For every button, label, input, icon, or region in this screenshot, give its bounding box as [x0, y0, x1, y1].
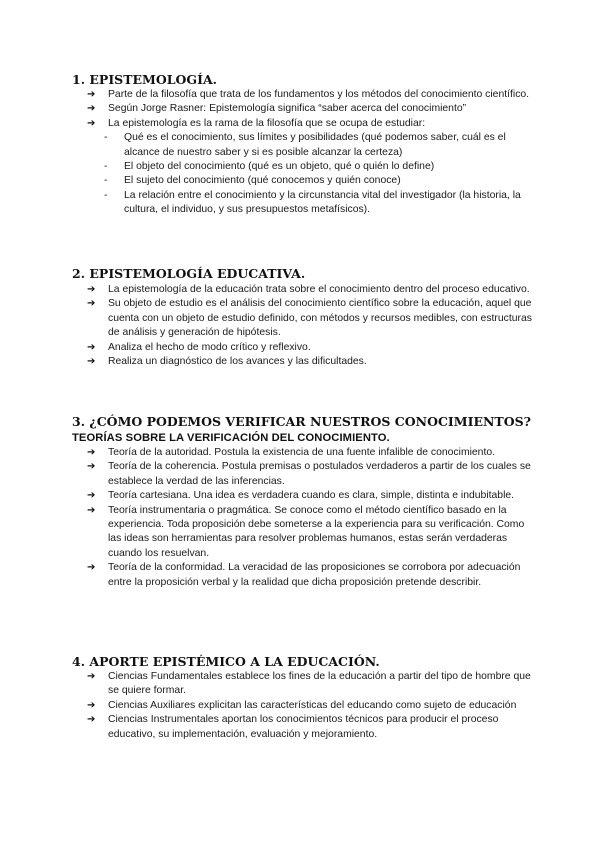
list-item: ➔ Analiza el hecho de modo crítico y reflexivo.: [87, 341, 532, 355]
list-item: ➔ Según Jorge Rasner: Epistemología significa “saber acerca del conocimiento”: [87, 102, 532, 116]
list-item: ➔ Teoría cartesiana. Una idea es verdadera cuando es clara, simple, distinta e indubitable.: [87, 489, 532, 503]
list-item: ➔ Realiza un diagnóstico de los avances y las dificultades.: [87, 355, 532, 369]
section-4-heading: 4. APORTE EPISTÉMICO A LA EDUCACIÓN.: [72, 654, 380, 669]
arrow-icon: ➔: [87, 103, 96, 115]
list-item: ➔ Ciencias Auxiliares explicitan las características del educando como sujeto de educación: [87, 699, 532, 713]
list-item: ➔ Ciencias Instrumentales aportan los conocimientos técnicos para producir el proceso educativo, su implementación, evaluación y mejoramiento.: [87, 714, 499, 740]
arrow-icon: ➔: [87, 284, 96, 295]
sub-list: [87, 131, 532, 217]
section-3-heading: 3. ¿CÓMO PODEMOS VERIFICAR NUESTROS CONOCIMIENTOS?: [72, 414, 531, 429]
section-2-heading: 2. EPISTEMOLOGÍA EDUCATIVA.: [72, 266, 306, 281]
section-1-list: [87, 88, 532, 218]
arrow-icon: ➔: [87, 356, 96, 368]
list-item: ➔ Parte de la filosofía que trata de los fundamentos y los métodos del conocimiento científico.: [87, 88, 532, 102]
list-item: ➔ Teoría instrumentaria o pragmática. Se conoce como el método científico basado en la experiencia. Toda proposición debe someterse a la experiencia para su verificación. Como las ideas son herramientas para resolver problemas humanos, estas serán verdaderas cuando los resuelvan.: [87, 504, 525, 559]
arrow-icon: ➔: [87, 562, 96, 574]
sub-list-item: - El sujeto del conocimiento (qué conocemos y quién conoce): [87, 174, 532, 188]
arrow-icon: ➔: [87, 699, 96, 711]
arrow-icon: ➔: [87, 504, 96, 516]
list-item: ➔ Teoría de la coherencia. Postula premisas o postulados verdaderos a partir de los cuales se establece la verdad de las inferencias.: [87, 461, 531, 487]
arrow-icon: ➔: [87, 671, 96, 682]
dash-icon: -: [104, 189, 108, 201]
list-item: ➔ Su objeto de estudio es el análisis del conocimiento científico sobre la educación, aquel que cuenta con un objeto de estudio definido, con métodos y recursos medibles, con estructuras de análisis y generación de hipótesis.: [87, 298, 532, 339]
arrow-icon: ➔: [87, 89, 96, 100]
arrow-icon: ➔: [87, 714, 96, 726]
sub-list-item: - Qué es el conocimiento, sus límites y posibilidades (qué podemos saber, cuál es el alcance de nuestro saber y si es posible alcanzar la certeza): [104, 132, 506, 158]
list-item: ➔ Ciencias Fundamentales establece los fines de la educación a partir del tipo de hombre que se quiere formar.: [87, 671, 531, 697]
section-1-heading: 1. EPISTEMOLOGÍA.: [72, 72, 218, 87]
dash-icon: -: [104, 175, 108, 187]
arrow-icon: ➔: [87, 447, 96, 458]
sub-list-item: - El objeto del conocimiento (qué es un objeto, qué o quién lo define): [87, 160, 532, 174]
dash-icon: -: [104, 132, 108, 144]
list-item: ➔ La epistemología de la educación trata sobre el conocimiento dentro del proceso educativo.: [87, 283, 532, 297]
section-3-subheading: TEORÍAS SOBRE LA VERIFICACIÓN DEL CONOCIMIENTO.: [72, 432, 390, 444]
arrow-icon: ➔: [87, 117, 96, 129]
arrow-icon: ➔: [87, 461, 96, 473]
arrow-icon: ➔: [87, 341, 96, 353]
list-item: ➔ La epistemología es la rama de la filosofía que se ocupa de estudiar: - Qué es el conocimiento, sus límites y posibilidades (qué podemos saber, cuál es el alcance de nuestro saber y si es posible alcanzar la certeza) - El objeto del conocimiento (qué es un objeto, qué o quién lo define) - El sujeto del conocimiento (qué conocemos y quién conoce) - La relación entre el conocimiento y la circunstancia vital del investigador (la historia, la cultura, el individuo, y sus presupuestos metafísicos).: [87, 117, 532, 218]
section-2-list: [87, 283, 532, 369]
list-item: ➔ Teoría de la autoridad. Postula la existencia de una fuente infalible de conocimiento.: [87, 446, 532, 460]
section-3-list: [87, 446, 532, 590]
sub-list-item: - La relación entre el conocimiento y la circunstancia vital del investigador (la historia, la cultura, el individuo, y sus presupuestos metafísicos).: [104, 189, 521, 216]
arrow-icon: ➔: [87, 490, 96, 502]
arrow-icon: ➔: [87, 298, 96, 310]
dash-icon: -: [104, 161, 108, 173]
section-4-list: [87, 670, 532, 742]
list-item: ➔ Teoría de la conformidad. La veracidad de las proposiciones se corrobora por adecuación entre la proposición verbal y la realidad que dicha proposición pretende describir.: [87, 562, 521, 588]
